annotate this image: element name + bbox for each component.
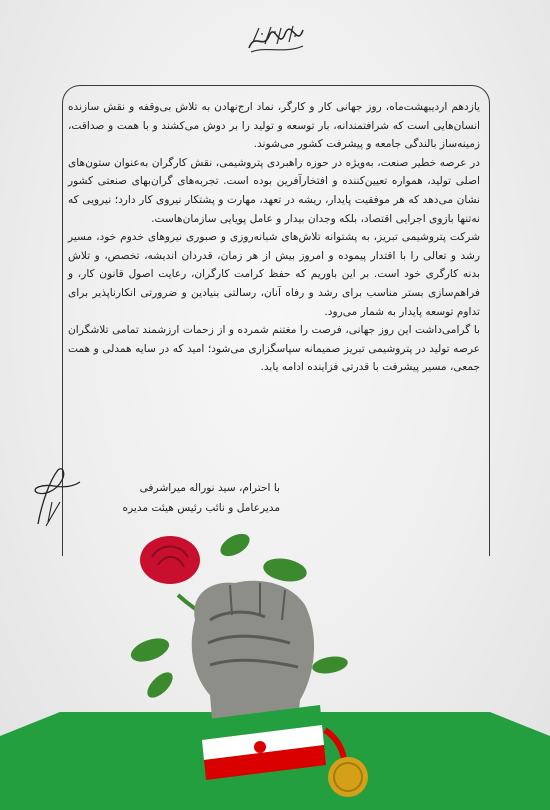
handwritten-signature	[28, 462, 88, 532]
signature-block	[100, 478, 280, 518]
besmellah-calligraphy-logo	[245, 22, 307, 56]
closing-line: با احترام، سید نوراله میراشرفی	[139, 482, 280, 494]
letter-paragraph: یازدهم اردیبهشت‌ماه، روز جهانی کار و کارگر، نماد ارج‌نهادن به تلاش بی‌وقفه و نقش سازنده انسان‌هایی است که شرافتمندانه، بار توسعه و تولید را بر دوش می‌کشند و با همت و صداقت، زمینه‌ساز بالندگی جامعه و پیشرفت کشور می‌شوند.	[68, 101, 480, 151]
signer-title: مدیرعامل و نائب رئیس هیئت مدیره	[122, 502, 280, 514]
rose-icon	[140, 536, 200, 584]
letter-paragraph: در عرصه خطیر صنعت، به‌ویژه در حوزه راهبردی پتروشیمی، نقش کارگران به‌عنوان ستون‌های اصلی تولید، همواره تعیین‌کننده و افتخارآفرین بوده است. تجربه‌های گران‌بهای صنعتی کشور نشان می‌دهد که هر موفقیت پایدار، ریشه در تعهد، مهارت و پشتکار نیروی کار دارد؛ نیرویی که نه‌تنها بازوی اجرایی اقتصاد، بلکه وجدان بیدار و عامل پویایی سازمان‌هاست.	[68, 156, 480, 225]
fist-rose-flag-illustration	[100, 525, 420, 800]
letter-paragraph: شرکت پتروشیمی تبریز، به پشتوانه تلاش‌های شبانه‌روزی و صبوری نیروهای خدوم خود، مسیر رشد و تعالی را با اقتدار پیموده و امروز بیش از هر زمان، قدردان اندیشه، تخصص، و تلاش بدنه کارگری خود است. بر این باوریم که حفظ کرامت کارگران، رعایت اصول قانون کار، و فراهم‌سازی بستر مناسب برای رشد و رفاه آنان، رسالتی بنیادین و ضرورتی انکارناپذیر برای تداوم توسعه پایدار به شمار می‌رود.	[68, 231, 480, 318]
letter-paragraph: با گرامی‌داشت این روز جهانی، فرصت را مغتنم شمرده و از زحمات ارزشمند تمامی تلاشگران عرصه تولید در پتروشیمی تبریز صمیمانه سپاسگزاری می‌شود؛ امید که در سایه همدلی و همت جمعی، مسیر پیشرفت با قدرتی فزاینده ادامه یابد.	[68, 324, 480, 374]
letter-body	[68, 98, 480, 377]
